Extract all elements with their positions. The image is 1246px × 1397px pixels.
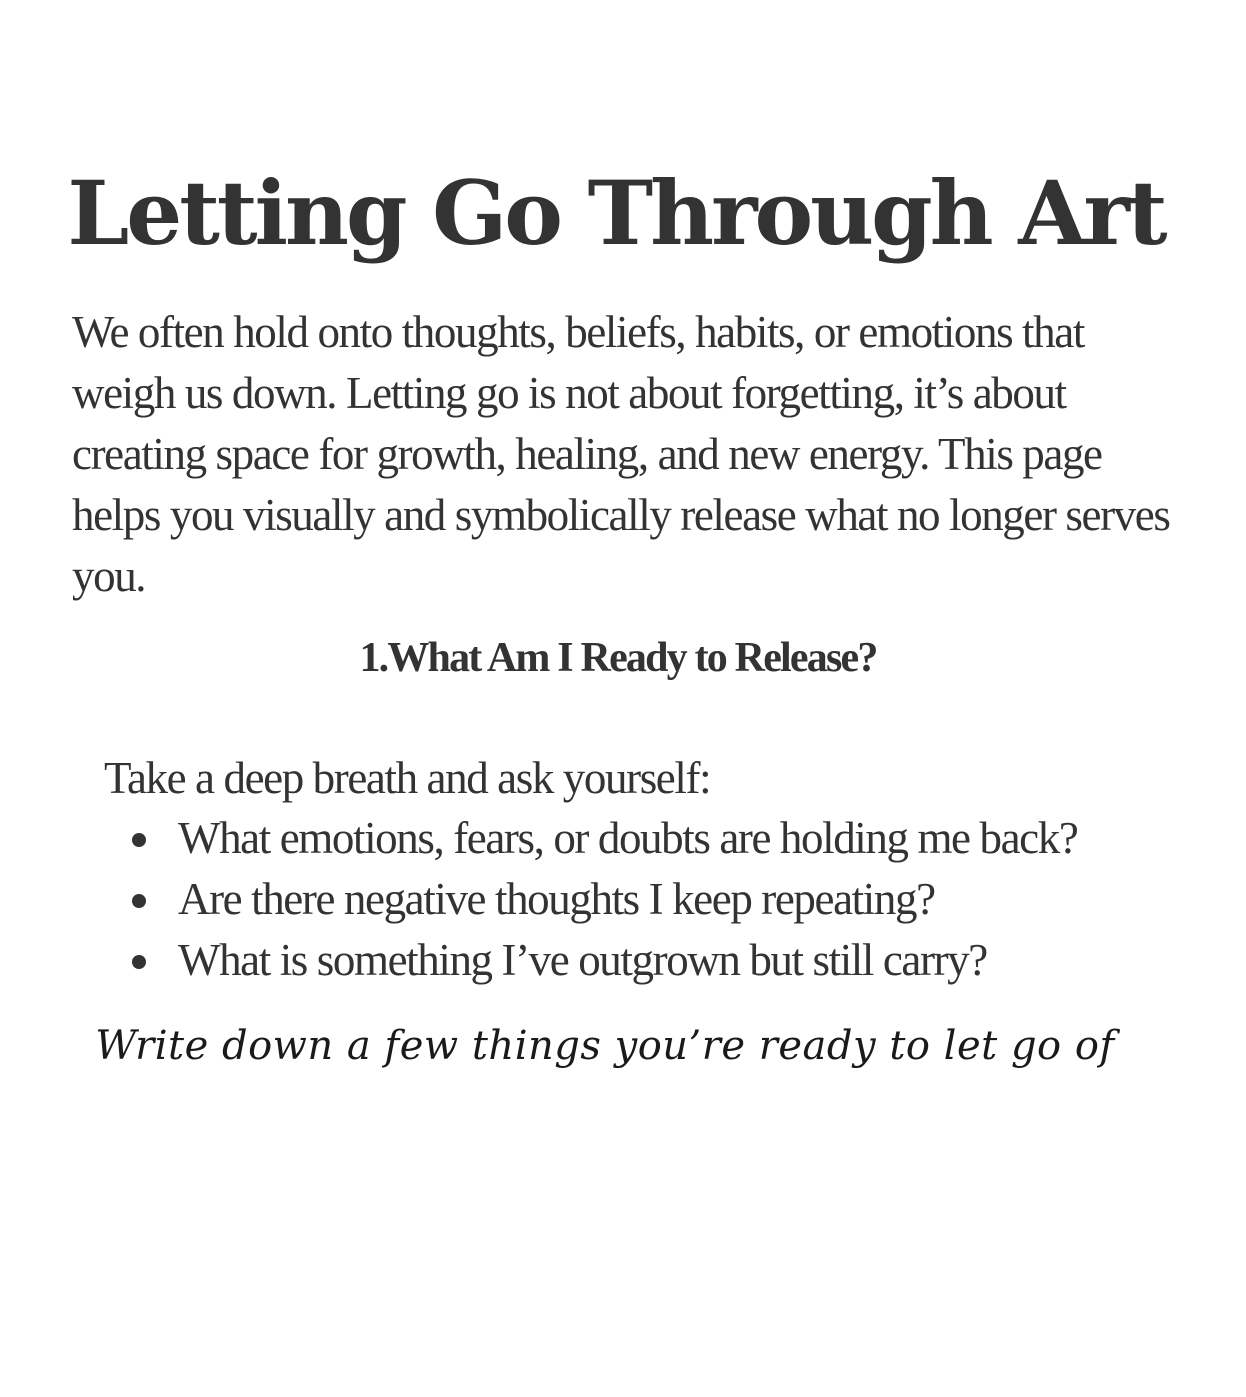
page-title: Letting Go Through Art	[67, 161, 1165, 265]
reflection-prompt: Take a deep breath and ask yourself:	[104, 753, 711, 803]
question-text: Are there negative thoughts I keep repeating?	[178, 874, 935, 924]
bullet-dot-icon	[132, 955, 146, 969]
question-item	[132, 808, 1222, 869]
intro-paragraph: We often hold onto thoughts, beliefs, habits, or emotions that weigh us down. Letting go is not about forgetting, it’s about creating space for growth, healing, and new energy. This page helps you visually and symbolically release what no longer serves you.	[72, 307, 1170, 601]
handwritten-instruction: Write down a few things you’re ready to let go of	[95, 1023, 1115, 1069]
question-item	[132, 869, 1222, 930]
question-item	[132, 930, 1222, 991]
section-heading: 1.What Am I Ready to Release?	[359, 635, 877, 681]
reflection-questions	[132, 808, 1222, 991]
question-text: What emotions, fears, or doubts are holding me back?	[178, 813, 1078, 863]
bullet-dot-icon	[132, 833, 146, 847]
bullet-dot-icon	[132, 894, 146, 908]
question-text: What is something I’ve outgrown but still carry?	[178, 935, 987, 985]
